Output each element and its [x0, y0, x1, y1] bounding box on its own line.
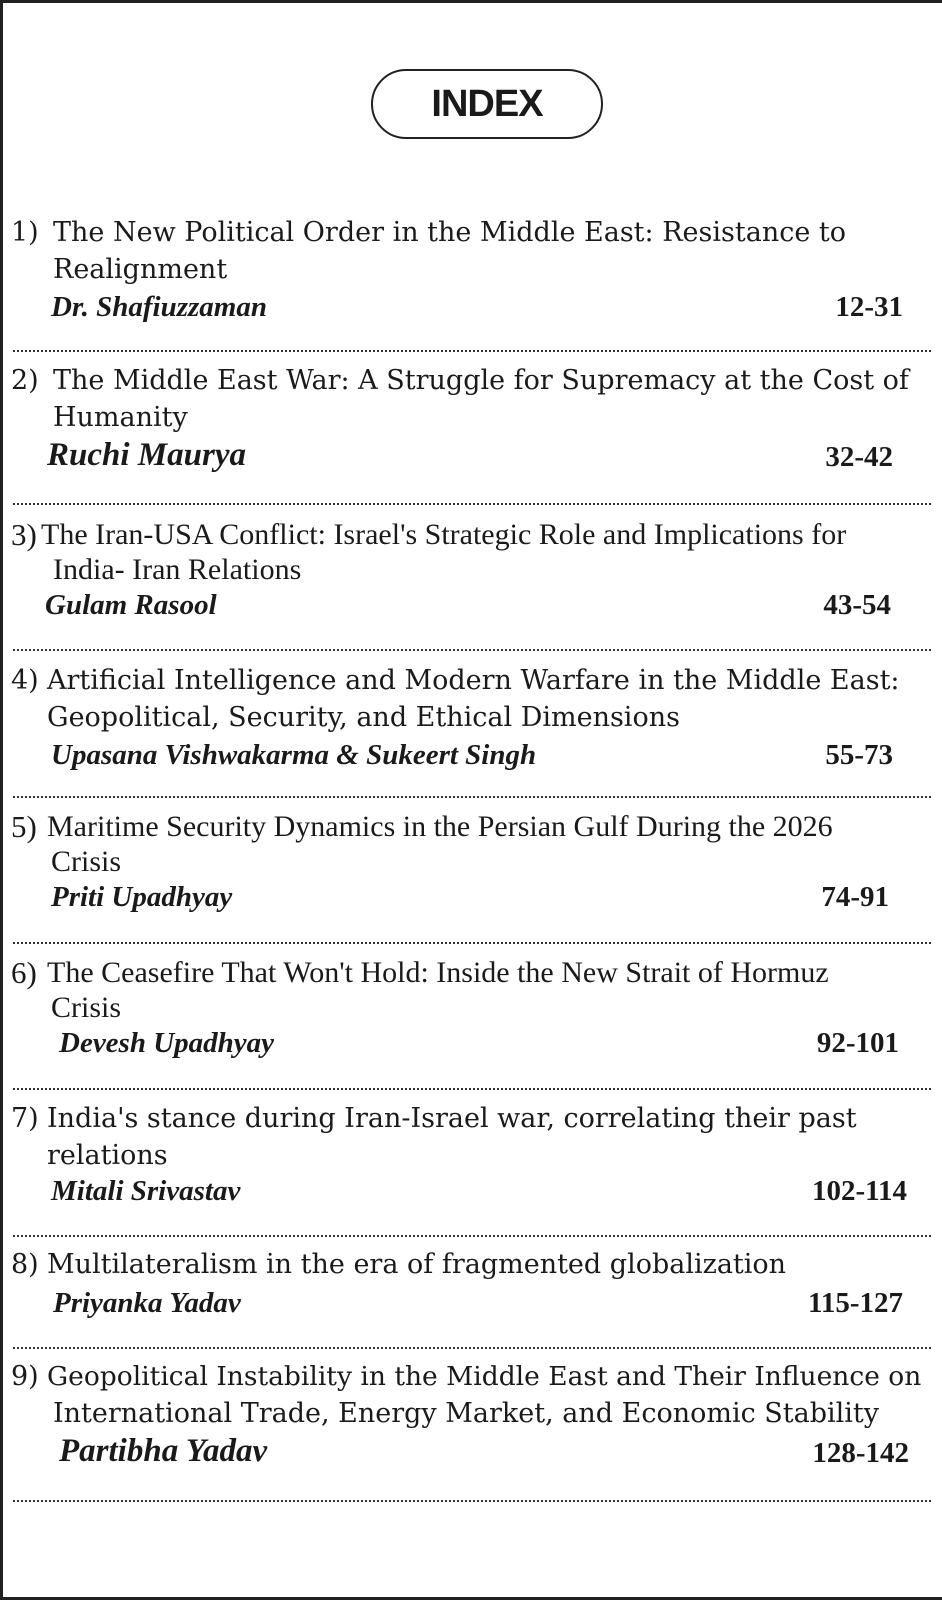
entry-number: 1) [11, 217, 39, 248]
entry-title-line1: India's stance during Iran-Israel war, correlating their past [47, 1103, 857, 1134]
entry-title-line2: relations [47, 1140, 168, 1171]
index-entry[interactable] [11, 1101, 937, 1211]
entry-number: 4) [11, 665, 39, 696]
index-entry[interactable] [11, 1359, 937, 1471]
entry-number: 6) [11, 955, 37, 990]
entry-pages: 102-114 [811, 1175, 907, 1207]
entry-pages: 12-31 [835, 291, 903, 323]
entry-author: Gulam Rasool [45, 589, 217, 621]
entry-pages: 55-73 [825, 739, 893, 771]
entry-number: 8) [11, 1249, 39, 1280]
entry-title-line1: The Middle East War: A Struggle for Supremacy at the Cost of [53, 365, 909, 396]
entry-author: Ruchi Maurya [47, 437, 246, 473]
entry-number: 9) [11, 1361, 39, 1392]
entry-title-line1: The Iran-USA Conflict: Israel's Strategic Role and Implications for [41, 518, 847, 551]
index-entry[interactable] [11, 955, 937, 1065]
entry-title-line1: Geopolitical Instability in the Middle East and Their Influence on [47, 1361, 922, 1392]
entry-pages: 128-142 [812, 1437, 909, 1469]
entry-number: 3) [11, 517, 37, 552]
entry-title-line2: Crisis [51, 991, 122, 1024]
entry-title-line1: The Ceasefire That Won't Hold: Inside the New Strait of Hormuz [47, 956, 829, 989]
entry-author: Priti Upadhyay [51, 881, 233, 913]
entry-author: Dr. Shafiuzzaman [51, 291, 267, 323]
entry-title-line2: International Trade, Energy Market, and Economic Stability [53, 1398, 880, 1429]
index-entry[interactable] [11, 517, 937, 627]
dotted-divider [13, 942, 931, 944]
index-title-frame [371, 69, 603, 139]
entry-author: Partibha Yadav [59, 1433, 268, 1469]
dotted-divider [13, 503, 931, 505]
entry-title-line1: Multilateralism in the era of fragmented globalization [47, 1249, 787, 1280]
entry-author: Priyanka Yadav [53, 1287, 241, 1319]
entry-pages: 32-42 [825, 441, 893, 473]
entry-title-line1: The New Political Order in the Middle East: Resistance to [53, 217, 846, 248]
entry-number: 7) [11, 1103, 39, 1134]
entry-title-line2: Crisis [51, 845, 122, 878]
dotted-divider [13, 1088, 931, 1090]
entry-title-line1: Maritime Security Dynamics in the Persian Gulf During the 2026 [47, 810, 833, 843]
entry-number: 2) [11, 365, 39, 396]
dotted-divider [13, 1347, 931, 1349]
entry-pages: 115-127 [807, 1287, 903, 1319]
entry-author: Mitali Srivastav [51, 1175, 241, 1207]
index-entry[interactable] [11, 215, 937, 327]
dotted-divider [13, 796, 931, 798]
entry-author: Upasana Vishwakarma & Sukeert Singh [51, 739, 537, 771]
entry-number: 5) [11, 809, 37, 844]
dotted-divider [13, 1500, 931, 1502]
entry-title-line2: Realignment [53, 254, 228, 285]
index-entry[interactable] [11, 663, 937, 775]
index-entry[interactable] [11, 363, 937, 475]
entry-pages: 74-91 [821, 881, 889, 913]
dotted-divider [13, 649, 931, 651]
entry-title-line1: Artificial Intelligence and Modern Warfare in the Middle East: [47, 665, 900, 696]
entry-pages: 92-101 [816, 1027, 899, 1059]
entry-title-line2: Geopolitical, Security, and Ethical Dimensions [47, 702, 680, 733]
index-entry[interactable] [11, 1247, 937, 1323]
entry-title-line2: India- Iran Relations [53, 553, 302, 586]
index-title: INDEX [431, 82, 543, 125]
entry-pages: 43-54 [823, 589, 891, 621]
index-entry[interactable] [11, 809, 937, 919]
entry-title-line2: Humanity [53, 402, 188, 433]
dotted-divider [13, 1235, 931, 1237]
entry-author: Devesh Upadhyay [59, 1027, 275, 1059]
dotted-divider [13, 350, 931, 352]
